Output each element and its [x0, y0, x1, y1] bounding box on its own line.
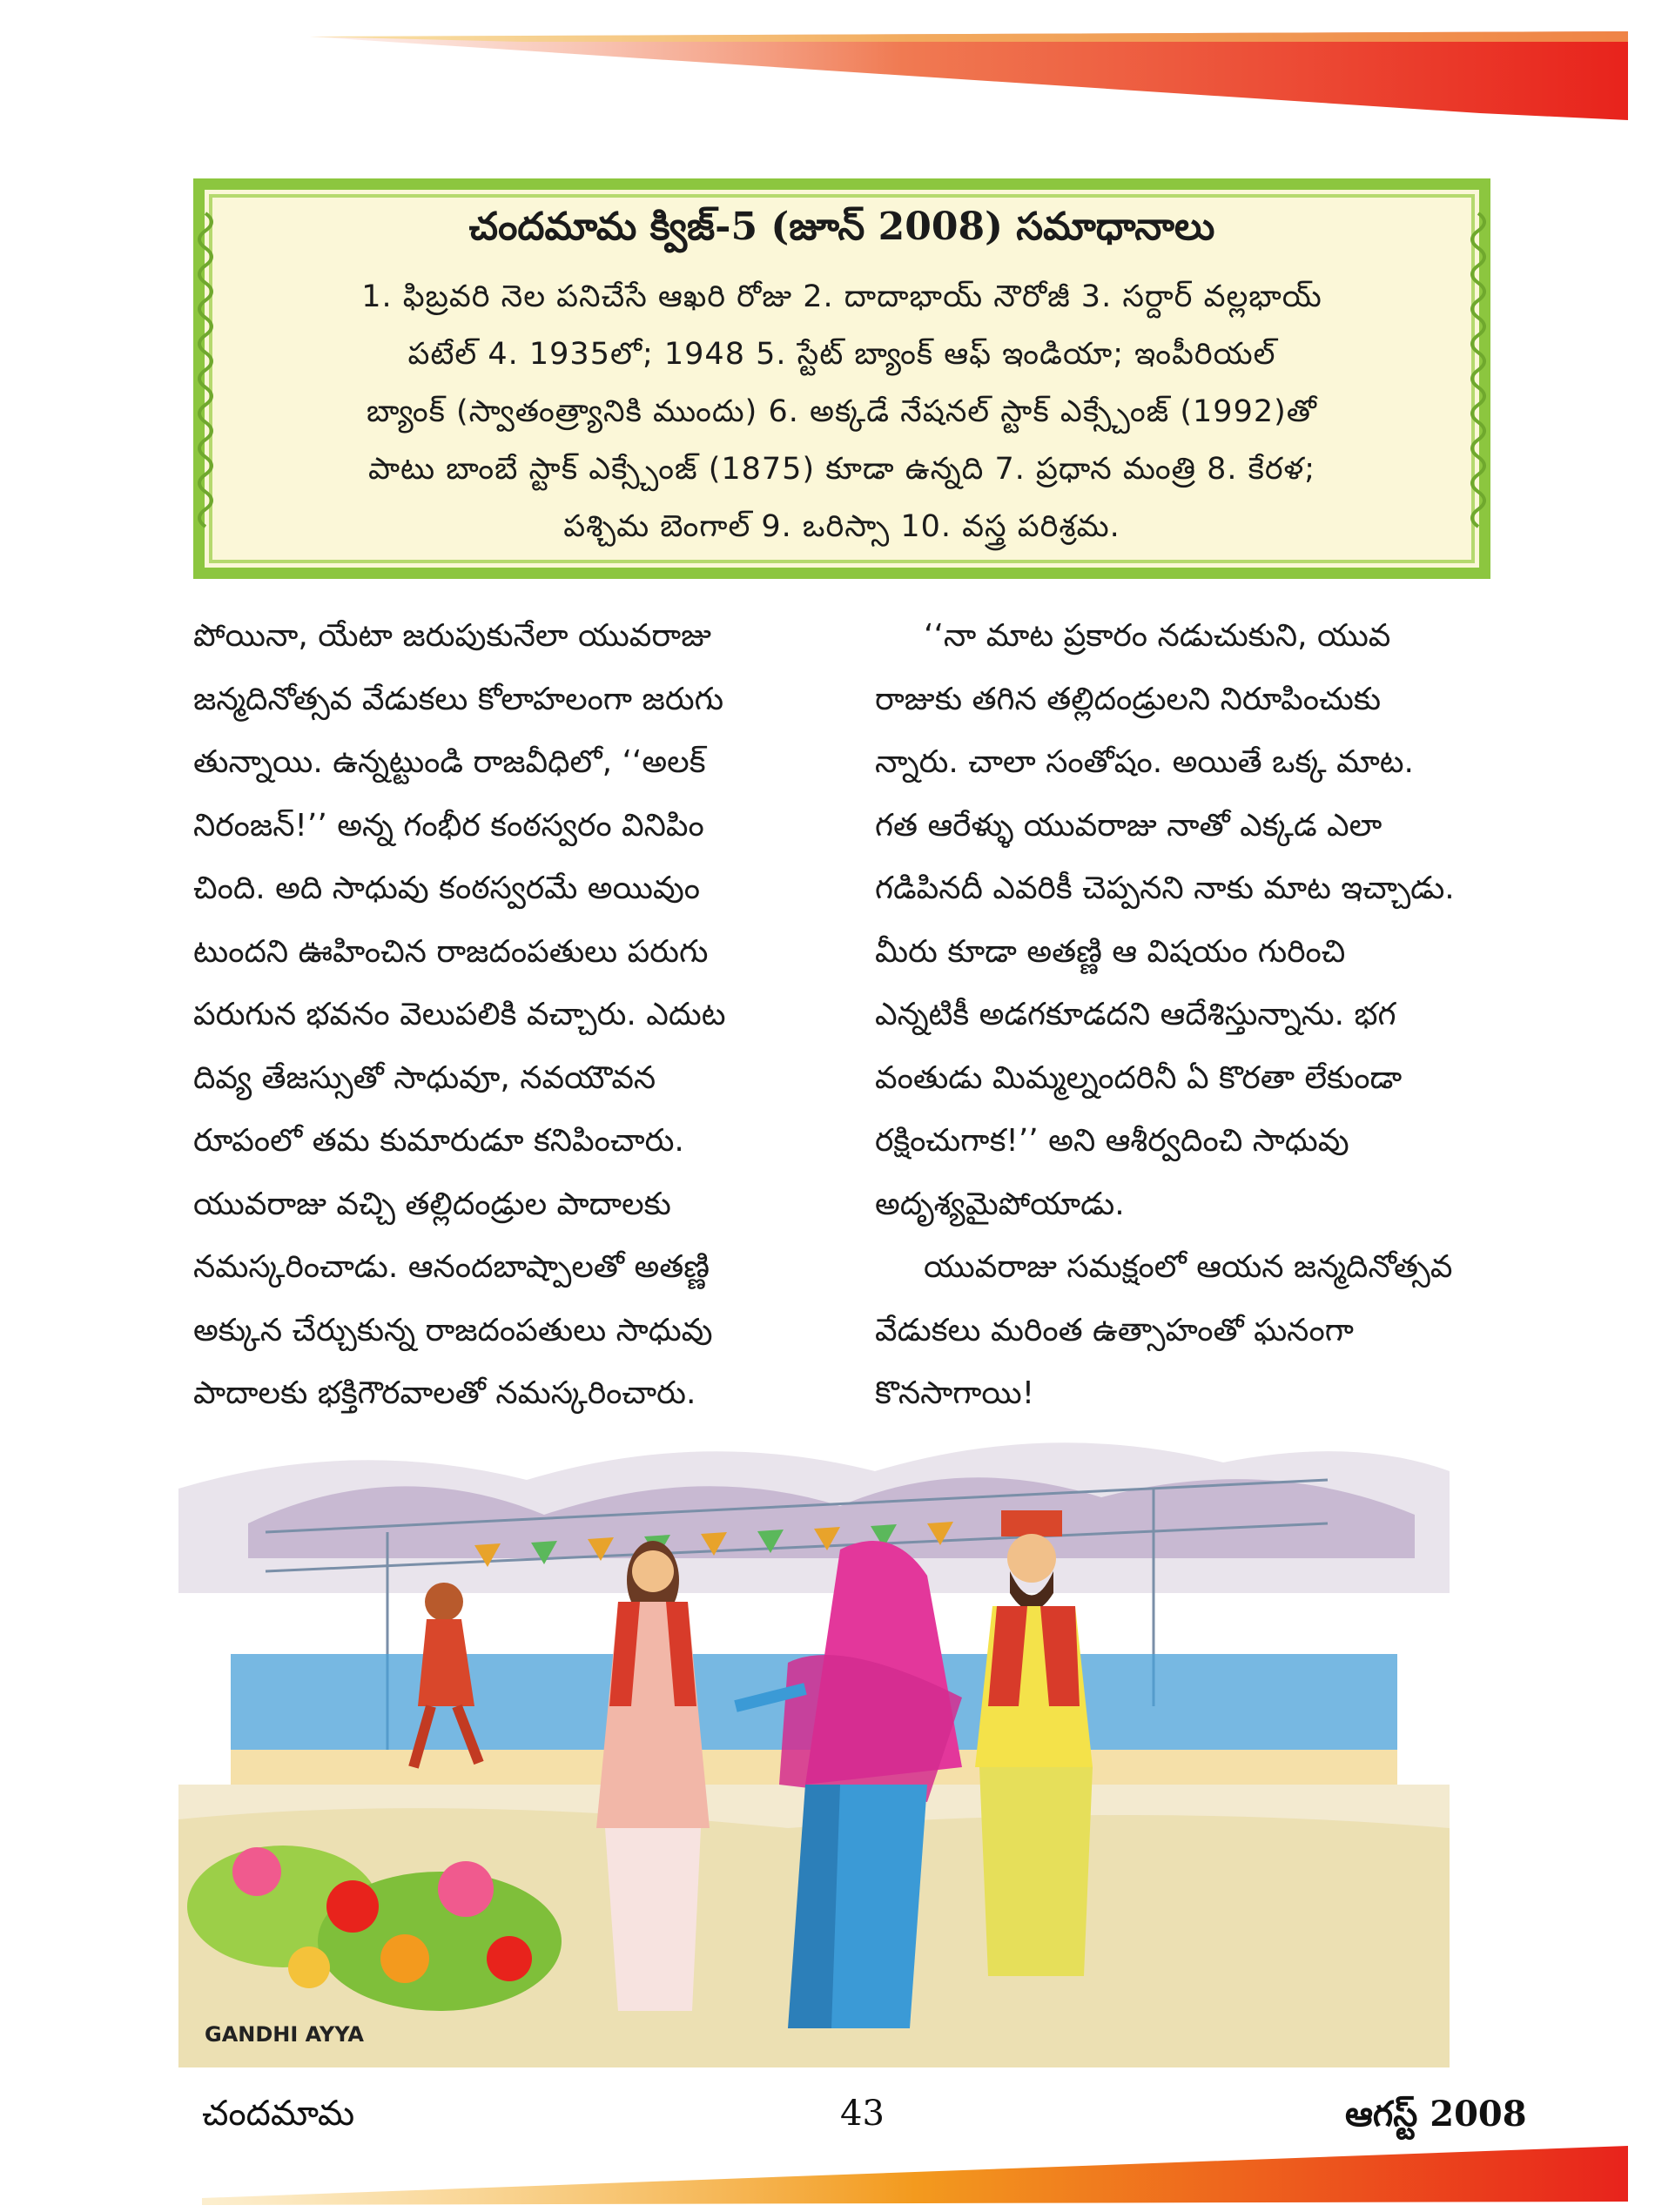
story-line: అక్కున చేర్చుకున్న రాజదంపతులు సాధువు — [193, 1312, 713, 1348]
footer-issue-date: ఆగస్ట్ 2008 — [1345, 2094, 1527, 2135]
quiz-answer-lines — [246, 268, 1438, 555]
top-decorative-stripe — [0, 0, 1655, 157]
story-column-left — [193, 605, 846, 1426]
quiz-answer-line: పాటు బాంబే స్టాక్ ఎక్స్చేంజ్ (1875) కూడా ఉన్నది 7. ప్రధాన మంత్రి 8. కేరళ; — [367, 452, 1316, 487]
story-line: పరుగున భవనం వెలుపలికి వచ్చారు. ఎదుట — [193, 997, 726, 1032]
story-line: యువరాజు వచ్చి తల్లిదండ్రుల పాదాలకు — [193, 1186, 671, 1222]
story-line: టుందని ఊహించిన రాజదంపతులు పరుగు — [193, 933, 709, 970]
story-line: తున్నాయి. ఉన్నట్టుండి రాజవీధిలో, ‘‘అలక్ — [193, 744, 706, 780]
story-line: ‘‘నా మాట ప్రకారం నడుచుకుని, యువ — [924, 618, 1391, 654]
story-line: కొనసాగాయి! — [875, 1375, 1035, 1411]
illustration-signature: GANDHI AYYA — [205, 2022, 364, 2047]
story-line: గడిపినదీ ఎవరికీ చెప్పనని నాకు మాట ఇచ్చాడు. — [875, 871, 1455, 906]
story-line: అదృశ్యమైపోయాడు. — [875, 1186, 1125, 1222]
story-line: యువరాజు సమక్షంలో ఆయన జన్మదినోత్సవ — [924, 1249, 1453, 1285]
quiz-answer-line: 1. ఫిబ్రవరి నెల పనిచేసే ఆఖరి రోజు 2. దాదాభాయ్ నౌరోజీ 3. సర్దార్ వల్లభాయ్ — [361, 279, 1322, 314]
story-line: నిరంజన్!’’ అన్న గంభీర కంఠస్వరం వినిపిం — [193, 807, 704, 844]
story-line: ఎన్నటికీ అడగకూడదని ఆదేశిస్తున్నాను. భగ — [875, 997, 1396, 1032]
quiz-title: చందమామ క్విజ్-5 (జూన్ 2008) సమాధానాలు — [468, 205, 1215, 249]
story-line: జన్మదినోత్సవ వేడుకలు కోలాహలంగా జరుగు — [193, 681, 724, 717]
story-line: రక్షించుగాక!’’ అని ఆశీర్వదించి సాధువు — [875, 1123, 1349, 1159]
story-line: రూపంలో తమ కుమారుడూ కనిపించారు. — [193, 1123, 684, 1159]
quiz-answer-line: బ్యాంక్ (స్వాతంత్ర్యానికి ముందు) 6. అక్కడే నేషనల్ స్టాక్ ఎక్స్చేంజ్ (1992)తో — [367, 394, 1317, 429]
story-line: దివ్య తేజస్సుతో సాధువూ, నవయౌవన — [193, 1059, 656, 1096]
quiz-answers-box — [193, 178, 1490, 579]
quiz-answer-line: పటేల్ 4. 1935లో; 1948 5. స్టేట్ బ్యాంక్ ఆఫ్ ఇండియా; ఇంపీరియల్ — [407, 337, 1276, 372]
story-column-right — [875, 605, 1537, 1426]
footer-page-number: 43 — [840, 2094, 885, 2134]
story-line: పోయినా, యేటా జరుపుకునేలా యువరాజు — [193, 618, 711, 654]
story-illustration — [178, 1419, 1450, 2067]
story-line: న్నారు. చాలా సంతోషం. అయితే ఒక్క మాట. — [875, 744, 1414, 780]
story-line: నమస్కరించాడు. ఆనందబాష్పాలతో అతణ్ణి — [193, 1249, 710, 1285]
bottom-decorative-stripe — [0, 2111, 1655, 2212]
quiz-answer-line: పశ్చిమ బెంగాల్ 9. ఒరిస్సా 10. వస్త్ర పరిశ్రమ. — [563, 509, 1120, 544]
story-line: వంతుడు మిమ్మల్నందరినీ ఏ కొరతా లేకుండా — [875, 1059, 1403, 1096]
story-line: పాదాలకు భక్తిగౌరవాలతో నమస్కరించారు. — [193, 1375, 696, 1411]
story-line: మీరు కూడా అతణ్ణి ఆ విషయం గురించి — [875, 933, 1346, 970]
footer-magazine-name: చందమామ — [202, 2094, 355, 2134]
story-line: వేడుకలు మరింత ఉత్సాహంతో ఘనంగా — [875, 1312, 1354, 1348]
story-line: రాజుకు తగిన తల్లిదండ్రులని నిరూపించుకు — [875, 681, 1382, 717]
story-line: చింది. అది సాధువు కంఠస్వరమే అయివుం — [193, 871, 701, 906]
story-line: గత ఆరేళ్ళు యువరాజు నాతో ఎక్కడ ఎలా — [875, 807, 1383, 844]
